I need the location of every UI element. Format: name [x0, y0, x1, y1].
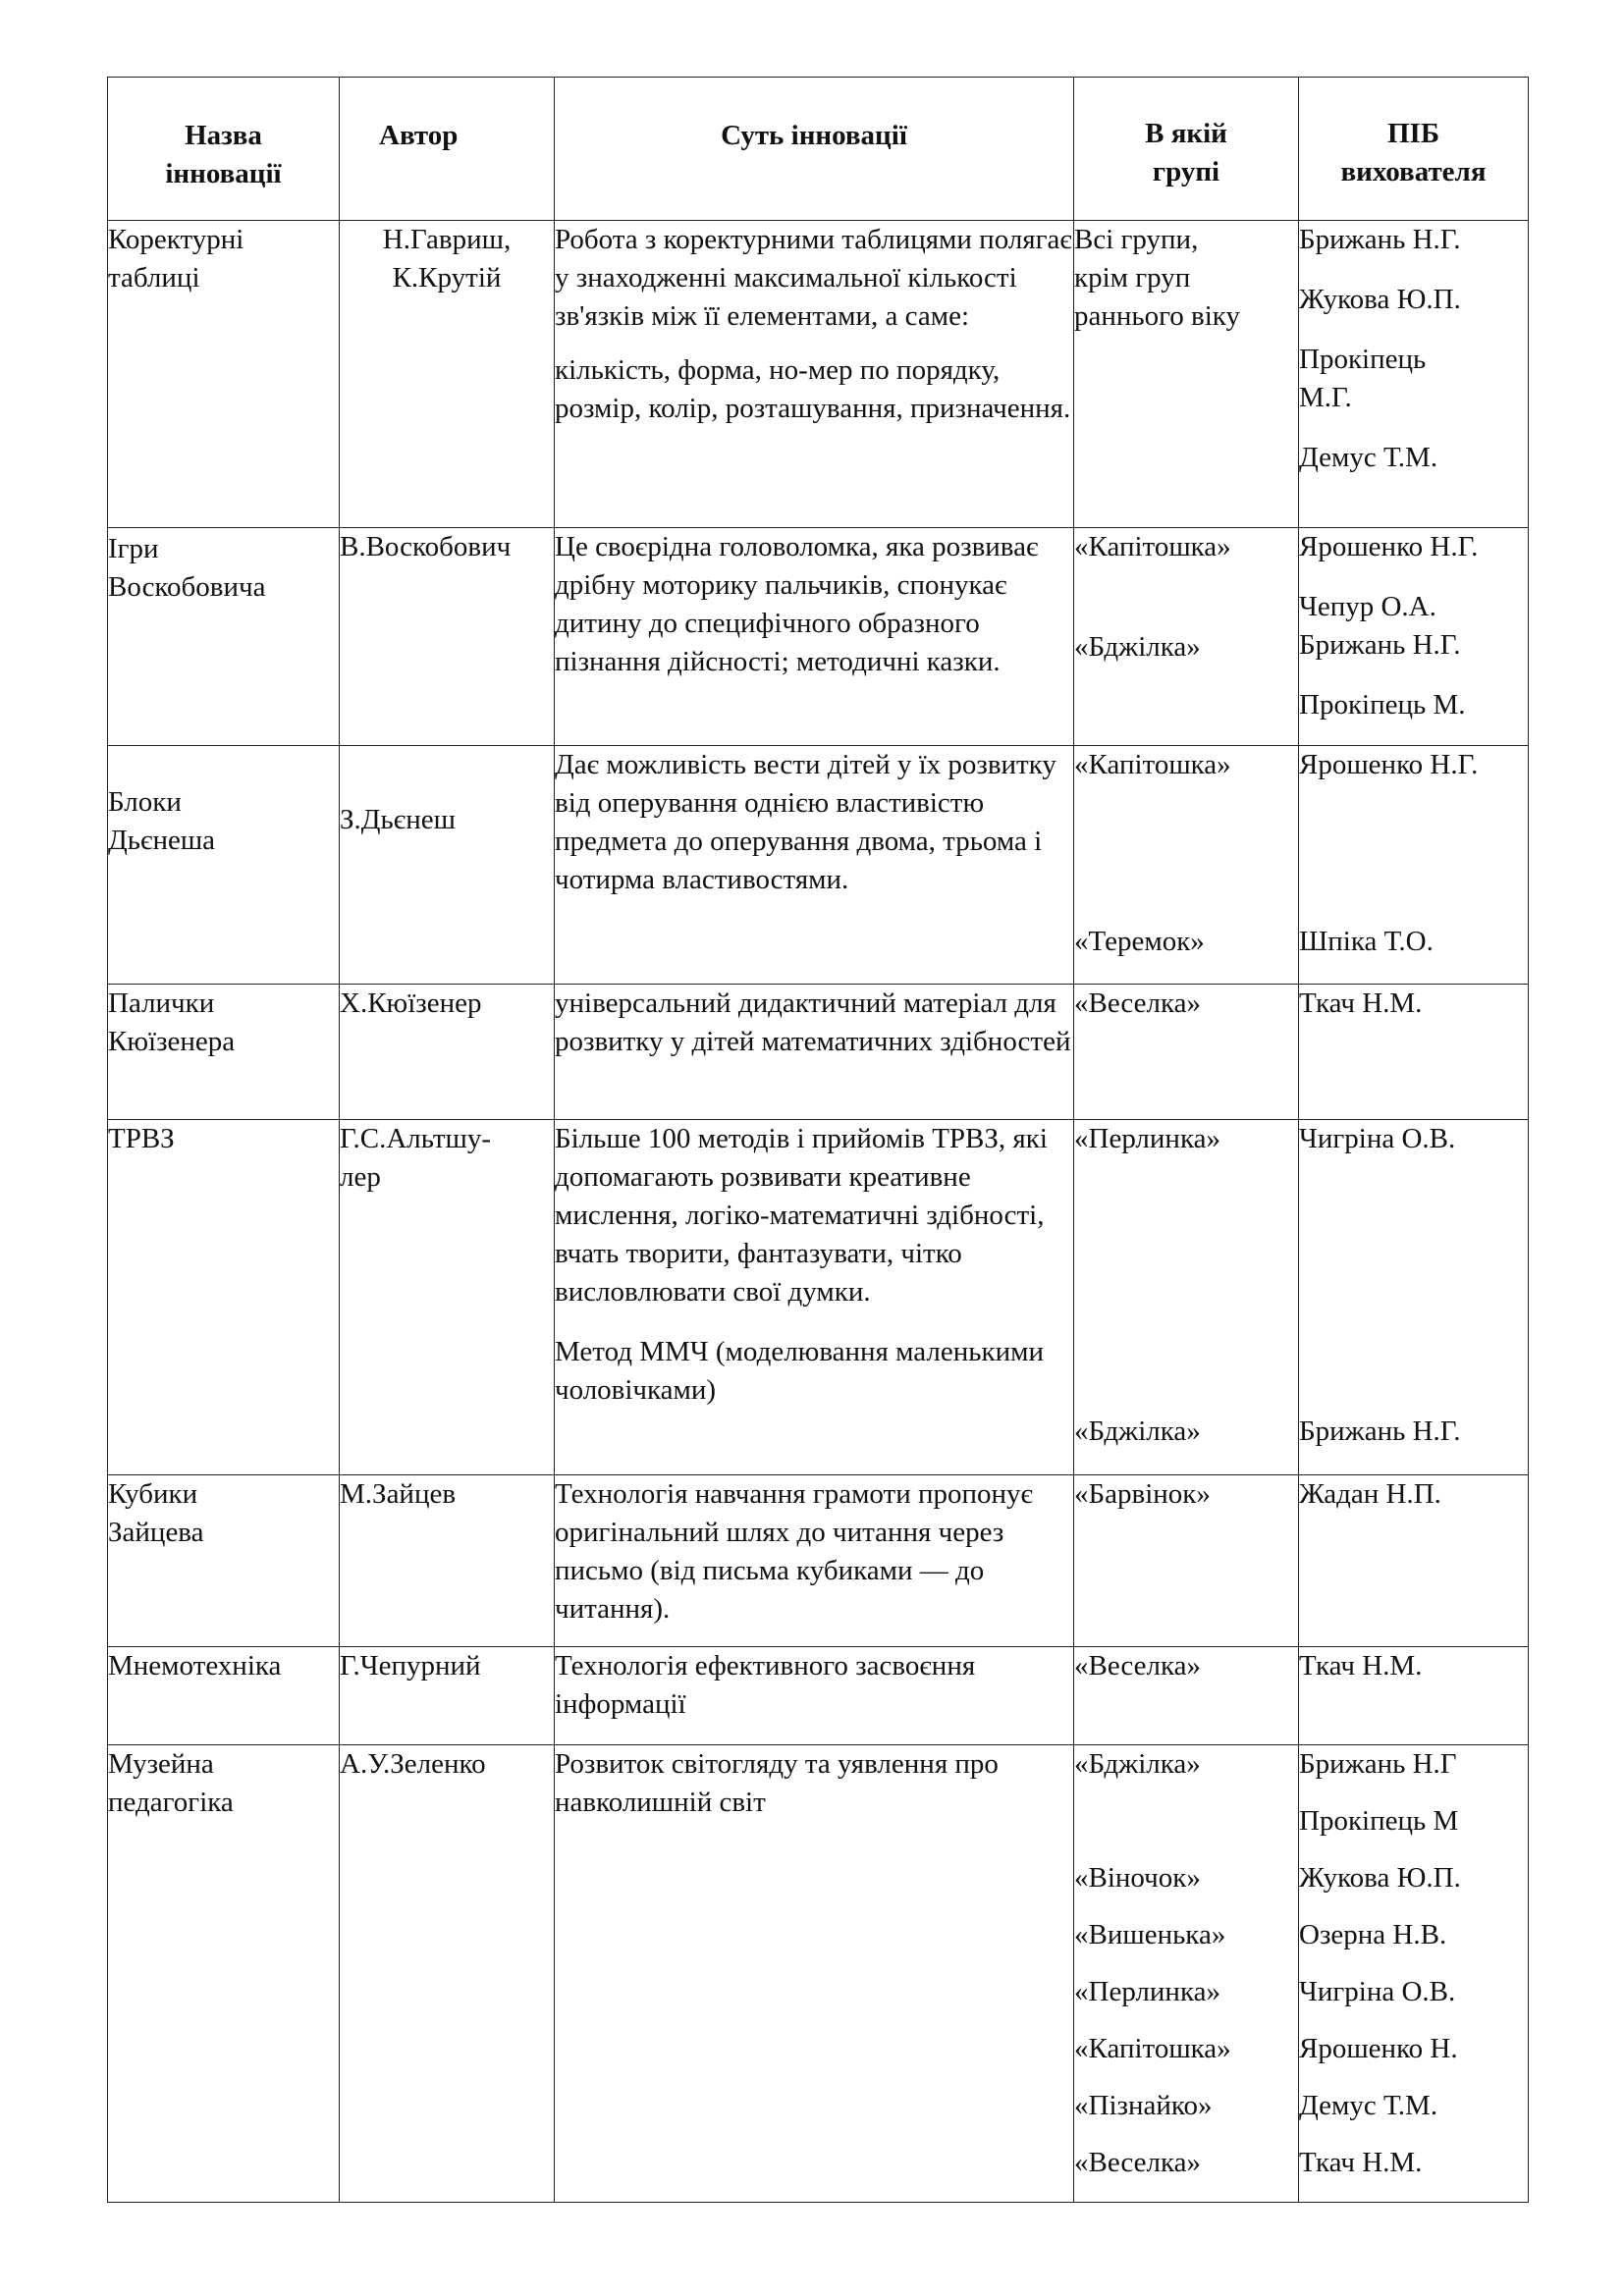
cell-author: З.Дьєнеш: [340, 746, 555, 985]
header-row: [108, 78, 1529, 221]
cell-essence: Більше 100 методів і прийомів ТРВЗ, які допомагають розвивати креативне мислення, логіко-математичні здібності, вчать творити, фантазувати, чітко висловлювати свої думки. Метод ММЧ (моделювання маленькими чоловічками): [555, 1120, 1074, 1475]
cell-name: Кубики Зайцева: [108, 1475, 340, 1647]
cell-teacher: Ярошенко Н.Г. Шпіка Т.О.: [1299, 746, 1529, 985]
innovations-table: [107, 77, 1529, 2203]
table-row: [108, 528, 1529, 746]
table-row: [108, 1475, 1529, 1647]
cell-essence: універсальний дидактичний матеріал для розвитку у дітей математичних здібностей: [555, 985, 1074, 1120]
cell-teacher: Ткач Н.М.: [1299, 1647, 1529, 1745]
table-row: [108, 1745, 1529, 2203]
cell-group: «Капітошка» «Теремок»: [1074, 746, 1299, 985]
header-group: В якій групі: [1074, 78, 1299, 221]
cell-name: Музейна педагогіка: [108, 1745, 340, 2203]
cell-name: Мнемотехніка: [108, 1647, 340, 1745]
cell-essence: Розвиток світогляду та уявлення про навколишній світ: [555, 1745, 1074, 2203]
cell-author: А.У.Зеленко: [340, 1745, 555, 2203]
cell-essence: Дає можливість вести дітей у їх розвитку від оперування однією властивістю предмета до оперування двома, трьома і чотирма властивостями.: [555, 746, 1074, 985]
cell-essence: Робота з коректурними таблицями полягає у знаходженні максимальної кількості зв'язків між її елементами, а саме: кількість, форма, но-мер по порядку, розмір, колір, розташування, призначення.: [555, 221, 1074, 528]
cell-name: Коректурні таблиці: [108, 221, 340, 528]
cell-author: Х.Кюїзенер: [340, 985, 555, 1120]
cell-group: «Барвінок»: [1074, 1475, 1299, 1647]
header-essence: Суть інновації: [555, 78, 1074, 221]
table-row: [108, 746, 1529, 985]
cell-group: «Веселка»: [1074, 985, 1299, 1120]
cell-group: «Капітошка» «Бджілка»: [1074, 528, 1299, 746]
header-name: Назва інновації: [108, 78, 340, 221]
cell-name: ТРВЗ: [108, 1120, 340, 1475]
table-row: [108, 221, 1529, 528]
cell-group: «Бджілка» «Віночок» «Вишенька» «Перлинка» «Капітошка» «Пізнайко» «Веселка»: [1074, 1745, 1299, 2203]
cell-teacher: Ярошенко Н.Г. Чепур О.А. Брижань Н.Г. Прокіпець М.: [1299, 528, 1529, 746]
cell-group: «Перлинка» «Бджілка»: [1074, 1120, 1299, 1475]
cell-essence: Це своєрідна головоломка, яка розвиває дрібну моторику пальчиків, спонукає дитину до специфічного образного пізнання дійсності; методичні казки.: [555, 528, 1074, 746]
cell-name: Блоки Дьєнеша: [108, 746, 340, 985]
cell-teacher: Ткач Н.М.: [1299, 985, 1529, 1120]
cell-essence: Технологія навчання грамоти пропонує оригінальний шлях до читання через письмо (від письма кубиками — до читання).: [555, 1475, 1074, 1647]
cell-author: М.Зайцев: [340, 1475, 555, 1647]
header-teacher: ПІБ вихователя: [1299, 78, 1529, 221]
cell-author: Г.С.Альтшу- лер: [340, 1120, 555, 1475]
cell-name: Ігри Воскобовича: [108, 528, 340, 746]
cell-group: Всі групи, крім груп раннього віку: [1074, 221, 1299, 528]
table-row: [108, 985, 1529, 1120]
cell-teacher: Жадан Н.П.: [1299, 1475, 1529, 1647]
cell-author: В.Воскобович: [340, 528, 555, 746]
cell-author: Г.Чепурний: [340, 1647, 555, 1745]
cell-teacher: Брижань Н.Г Прокіпець М Жукова Ю.П. Озерна Н.В. Чигріна О.В. Ярошенко Н. Демус Т.М. Ткач Н.М.: [1299, 1745, 1529, 2203]
table-row: [108, 1120, 1529, 1475]
cell-teacher: Чигріна О.В. Брижань Н.Г.: [1299, 1120, 1529, 1475]
header-author: Автор: [340, 78, 555, 221]
cell-author: Н.Гавриш, К.Крутій: [340, 221, 555, 528]
cell-group: «Веселка»: [1074, 1647, 1299, 1745]
cell-name: Палички Кюїзенера: [108, 985, 340, 1120]
cell-teacher: Брижань Н.Г. Жукова Ю.П. Прокіпець М.Г. Демус Т.М.: [1299, 221, 1529, 528]
cell-essence: Технологія ефективного засвоєння інформації: [555, 1647, 1074, 1745]
table-row: [108, 1647, 1529, 1745]
